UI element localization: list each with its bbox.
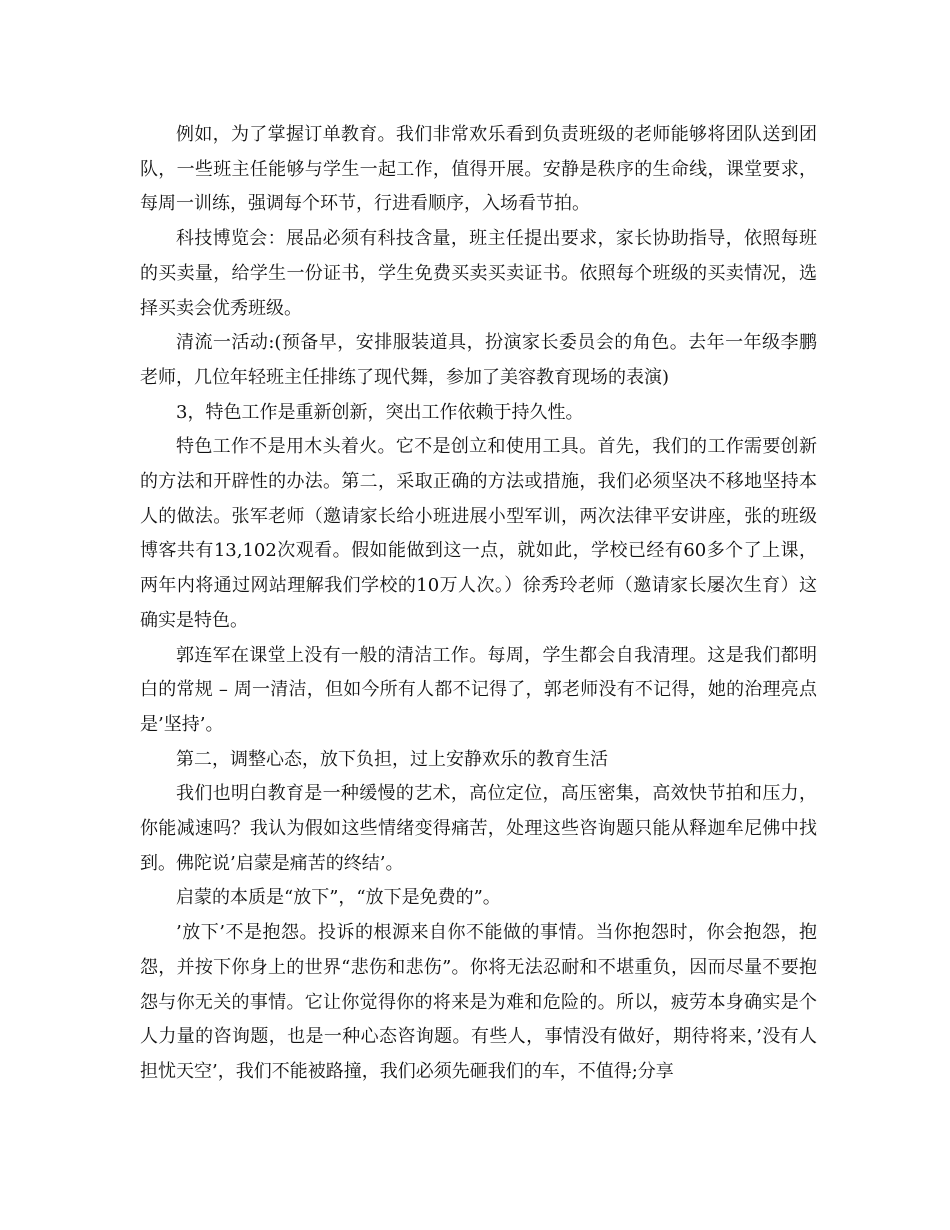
paragraph: 第二，调整心态，放下负担，过上安静欢乐的教育生活 — [176, 748, 608, 770]
paragraph: 郭连军在课堂上没有一般的清洁工作。每周，学生都会自我清理。这是我们都明白的常规 – 周一清洁，但如今所有人都不记得了，郭老师没有不记得，她的治理亮点是’坚持’。 — [140, 644, 817, 735]
paragraph: 我们也明白教育是一种缓慢的艺术，高位定位，高压密集，高效快节拍和压力，你能减速吗？我认为假如这些情绪变得痛苦，处理这些咨询题只能从释迦牟尼佛中找到。佛陀说’启蒙是痛苦的终结’。 — [140, 783, 817, 874]
paragraph: 清流一活动:(预备早，安排服装道具，扮演家长委员会的角色。去年一年级李鹏老师，几位年轻班主任排练了现代舞，参加了美容教育现场的表演) — [140, 332, 817, 388]
paragraph: ’放下’不是抱怨。投诉的根源来自你不能做的事情。当你抱怨时，你会抱怨，抱怨，并按下你身上的世界“悲伤和悲伤”。你将无法忍耐和不堪重负，因而尽量不要抱怨与你无关的事情。它让你觉得你的将来是为难和危险的。所以，疲劳本身确实是个人力量的咨询题，也是一种心态咨询题。有些人，事情没有做好，期待将来，’没有人担忧天空’，我们不能被路撞，我们必须先砸我们的车，不值得;分享 — [140, 922, 817, 1082]
paragraph: 启蒙的本质是“放下”，“放下是免费的”。 — [176, 887, 501, 909]
paragraph: 3，特色工作是重新创新，突出工作依赖于持久性。 — [176, 401, 584, 423]
paragraph: 例如，为了掌握订单教育。我们非常欢乐看到负责班级的老师能够将团队送到团队，一些班主任能够与学生一起工作，值得开展。安静是秩序的生命线，课堂要求，每周一训练，强调每个环节，行进看顺序，入场看节拍。 — [140, 124, 817, 215]
paragraph: 科技博览会：展品必须有科技含量，班主任提出要求，家长协助指导，依照每班的买卖量，给学生一份证书，学生免费买卖买卖证书。依照每个班级的买卖情况，选择买卖会优秀班级。 — [140, 228, 817, 319]
paragraph: 特色工作不是用木头着火。它不是创立和使用工具。首先，我们的工作需要创新的方法和开辟性的办法。第二，采取正确的方法或措施，我们必须坚决不移地坚持本人的做法。张军老师（邀请家长给小班进展小型军训，两次法律平安讲座，张的班级博客共有13,102次观看。假如能做到这一点，就如此，学校已经有60多个了上课，两年内将通过网站理解我们学校的10万人次。）徐秀玲老师（邀请家长屡次生育）这确实是特色。 — [140, 436, 817, 631]
